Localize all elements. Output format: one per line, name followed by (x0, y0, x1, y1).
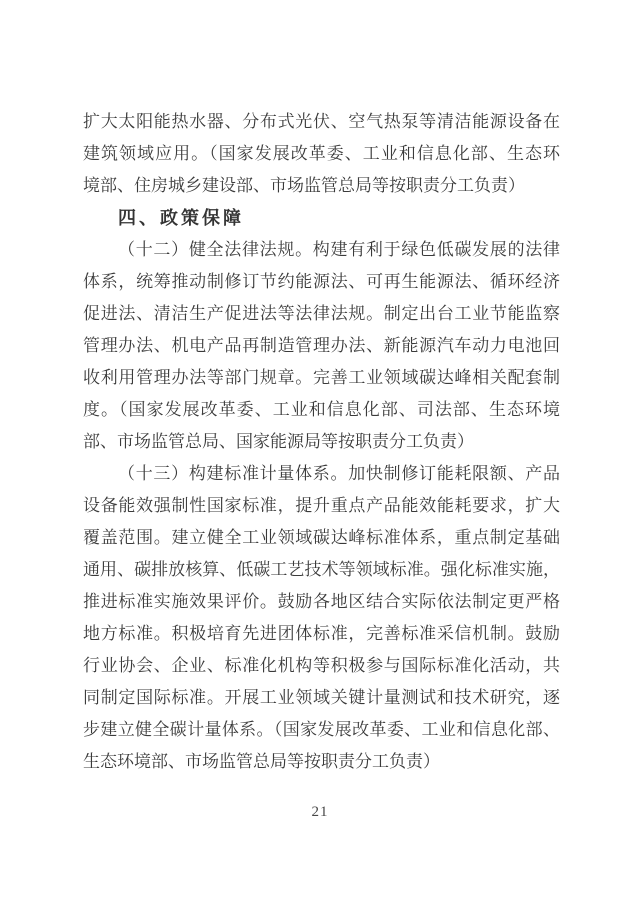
paragraph (83, 106, 560, 202)
paragraph (83, 234, 560, 458)
text-line: 建筑领域应用。（国家发展改革委、工业和信息化部、生态环 (83, 144, 560, 163)
text-line: 管理办法、机电产品再制造管理办法、新能源汽车动力电池回 (83, 336, 560, 355)
text-line: 部、市场监管总局、国家能源局等按职责分工负责） (83, 432, 474, 451)
text-line: 设备能效强制性国家标准，提升重点产品能效能耗要求，扩大 (83, 496, 560, 515)
text-line: 通用、碳排放核算、低碳工艺技术等领域标准。强化标准实施， (83, 560, 560, 579)
section-heading: 四、政策保障 (118, 208, 244, 228)
text-line: 扩大太阳能热水器、分布式光伏、空气热泵等清洁能源设备在 (83, 112, 560, 131)
text-line: 生态环境部、市场监管总局等按职责分工负责） (83, 752, 440, 771)
text-line: 推进标准实施效果评价。鼓励各地区结合实际依法制定更严格 (83, 592, 560, 611)
text-line: 度。（国家发展改革委、工业和信息化部、司法部、生态环境 (83, 400, 560, 419)
text-line: （十三）构建标准计量体系。加快制修订能耗限额、产品 (118, 464, 560, 483)
text-line: 覆盖范围。建立健全工业领域碳达峰标准体系，重点制定基础 (83, 528, 560, 547)
text-line: 境部、住房城乡建设部、市场监管总局等按职责分工负责） (83, 176, 525, 195)
text-line: 体系，统筹推动制修订节约能源法、可再生能源法、循环经济 (83, 272, 560, 291)
text-line: 促进法、清洁生产促进法等法律法规。制定出台工业节能监察 (83, 304, 560, 323)
page-number: 21 (311, 804, 329, 820)
paragraph (83, 458, 560, 778)
text-line: 收利用管理办法等部门规章。完善工业领域碳达峰相关配套制 (83, 368, 560, 387)
text-line: 同制定国际标准。开展工业领域关键计量测试和技术研究，逐 (83, 688, 560, 707)
text-line: 步建立健全碳计量体系。（国家发展改革委、工业和信息化部、 (83, 720, 560, 739)
document-body (83, 106, 560, 778)
text-line: 行业协会、企业、标准化机构等积极参与国际标准化活动，共 (83, 656, 560, 675)
text-line: （十二）健全法律法规。构建有利于绿色低碳发展的法律 (118, 240, 560, 259)
text-line: 地方标准。积极培育先进团体标准，完善标准采信机制。鼓励 (83, 624, 560, 643)
